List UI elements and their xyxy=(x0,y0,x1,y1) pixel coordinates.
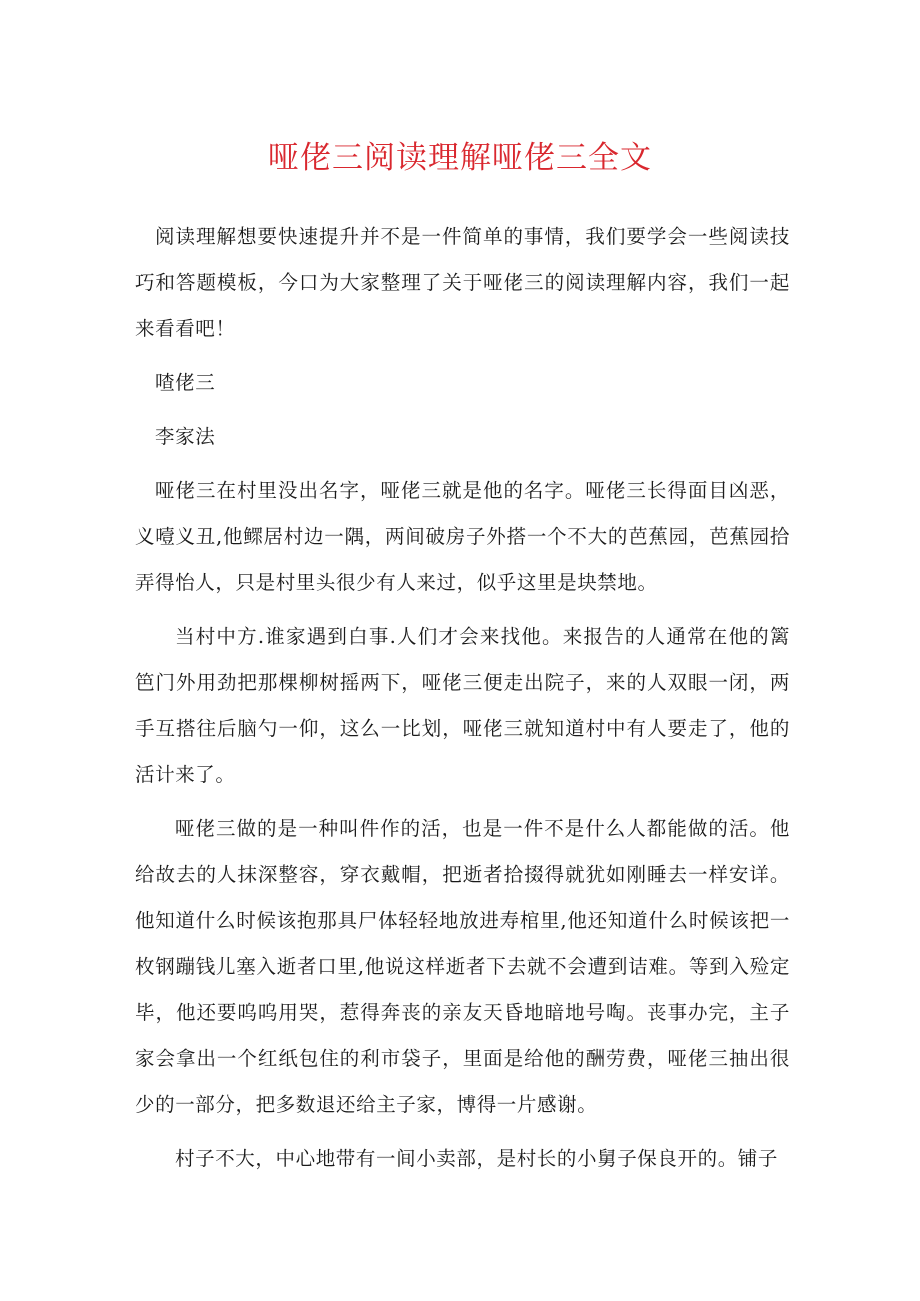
paragraph-body: 当村中方.谁家遇到白事.人们才会来找他。来报告的人通常在他的篱笆门外用劲把那棵柳树摇两下，哑佬三便走出院子，来的人双眼一闭，两手互搭往后脑勺一仰，这么一比划，哑佬三就知道村中有人要走了，他的活计来了。 xyxy=(135,625,790,786)
paragraph-body: 哑佬三在村里没出名字，哑佬三就是他的名字。哑佬三长得面目凶恶，义噎义丑,他鳏居村边一隅，两间破房子外搭一个不大的芭蕉园，芭蕉园拾弄得怡人，只是村里头很少有人来过，似乎这里是块禁地。 xyxy=(135,479,790,594)
paragraph-body: 哑佬三做的是一种叫件作的活，也是一件不是什么人都能做的活。他给故去的人抹深整容，穿衣戴帽，把逝者拾掇得就犹如刚睡去一样安详。他知道什么时候该抱那具尸体轻轻地放进寿棺里,他还知道什么时候该把一枚钢蹦钱儿塞入逝者口里,他说这样逝者下去就不会遭到诘难。等到入殓定毕，他还要呜呜用哭，惹得奔丧的亲友天昏地暗地号啕。丧事办完，主子家会拿出一个红纸包住的利市袋子，里面是给他的酬劳费，哑佬三抽出很少的一部分，把多数退还给主子家，博得一片感谢。 xyxy=(135,817,790,1116)
document-body xyxy=(135,214,790,1190)
paragraph-intro: 阅读理解想要快速提升并不是一件简单的事情，我们要学会一些阅读技巧和答题模板，今口为大家整理了关于哑佬三的阅读理解内容，我们一起来看看吧！ xyxy=(135,225,790,340)
paragraph-author: 李家法 xyxy=(155,425,216,448)
document-title: 哑佬三阅读理解哑佬三全文 xyxy=(268,140,652,176)
paragraph-story-title: 喳佬三 xyxy=(155,371,216,394)
paragraph-body: 村子不大，中心地带有一间小卖部，是村长的小舅子保良开的。铺子 xyxy=(175,1147,779,1170)
